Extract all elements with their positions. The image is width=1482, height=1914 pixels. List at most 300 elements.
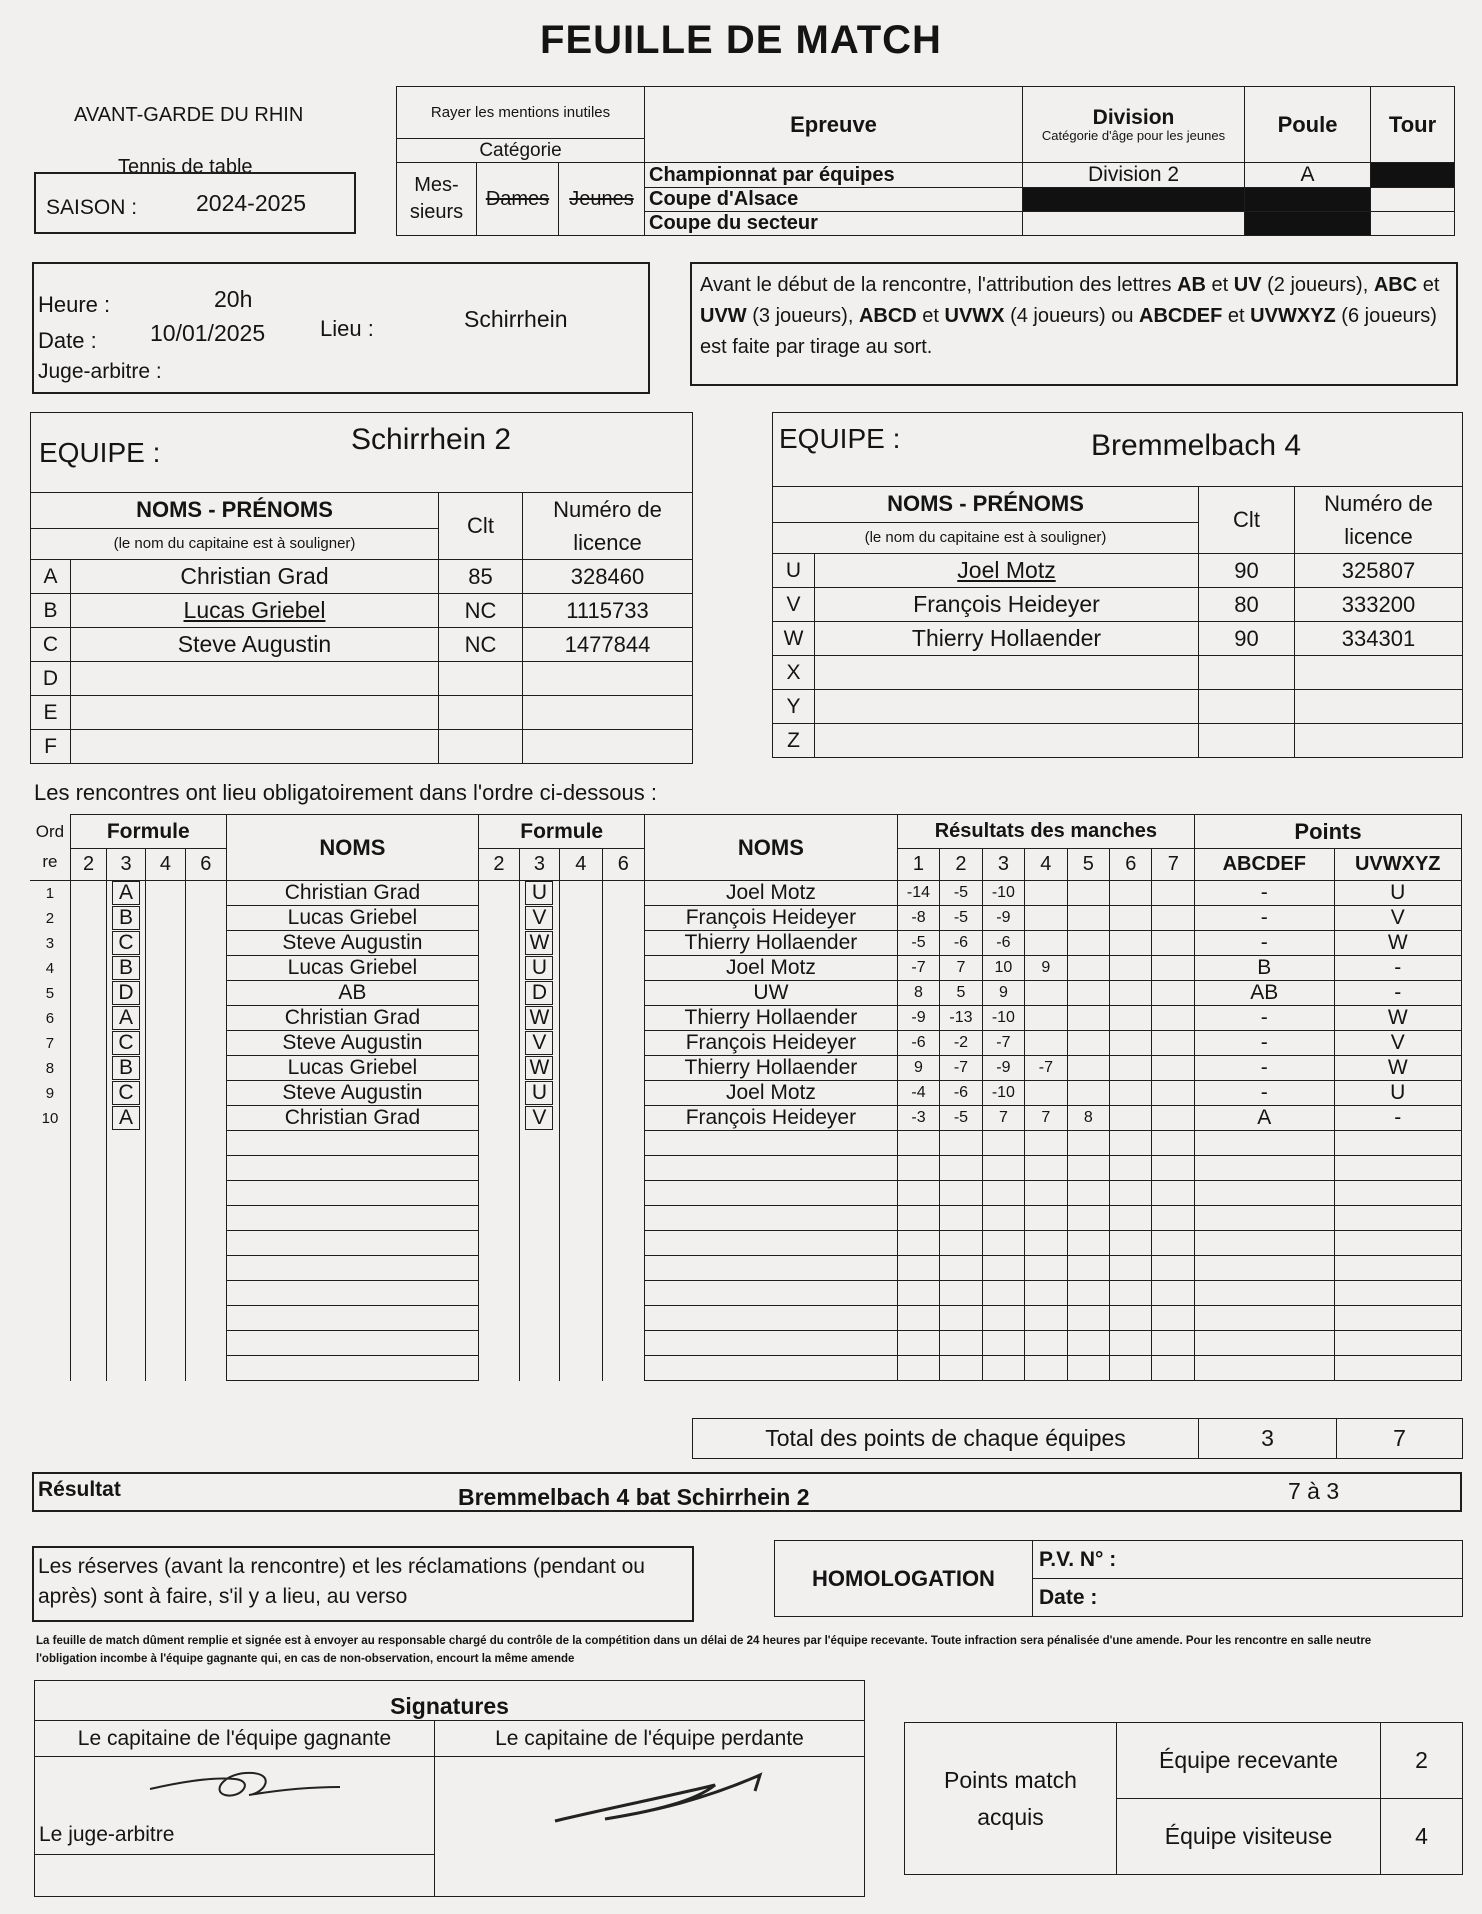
set-score [1067, 1281, 1109, 1306]
referee-label: Le juge-arbitre [39, 1823, 175, 1846]
formule-cell [107, 981, 145, 1006]
set-score: -9 [982, 906, 1024, 931]
formule-cell [107, 1331, 145, 1356]
home-player-name [226, 1356, 479, 1381]
set-score [897, 1131, 939, 1156]
notice-letters: UVW [700, 305, 747, 327]
formule-cell [107, 1281, 145, 1306]
formule-cell [145, 1056, 185, 1081]
formule-cell [145, 956, 185, 981]
set-col-header: 6 [1110, 849, 1152, 881]
player-row [31, 730, 693, 764]
blacked-cell [1023, 188, 1245, 212]
home-letter: B [112, 906, 140, 930]
player-letter: X [773, 656, 815, 690]
set-score [1067, 1056, 1109, 1081]
formule-cell [560, 1281, 602, 1306]
formule-cell [519, 1106, 559, 1131]
set-score [982, 1256, 1024, 1281]
formule-cell [70, 956, 106, 981]
notice-letters: AB [1177, 274, 1206, 296]
away-point [1334, 1231, 1461, 1256]
away-points-header: UVWXYZ [1334, 849, 1461, 881]
formule-cell [602, 1131, 644, 1156]
player-name [71, 730, 439, 764]
formule-cell [560, 881, 602, 906]
player-letter: C [31, 628, 71, 662]
set-score [1067, 981, 1109, 1006]
formule-cell [479, 1181, 519, 1206]
lieu-value: Schirrhein [464, 306, 568, 332]
notice-text: (3 joueurs), [746, 305, 859, 327]
set-col-header: 4 [1025, 849, 1067, 881]
notice-letters: UVWX [944, 305, 1005, 327]
blacked-cell [1245, 188, 1371, 212]
away-player-name: Joel Motz [645, 956, 898, 981]
category-youth: Jeunes [559, 163, 645, 236]
match-row [30, 1356, 1462, 1381]
set-score: -4 [897, 1081, 939, 1106]
set-score [1110, 1206, 1152, 1231]
date-value: 10/01/2025 [150, 320, 266, 346]
category-women: Dames [477, 163, 559, 236]
player-letter: V [773, 588, 815, 622]
set-score: -13 [940, 1006, 982, 1031]
result-score: 7 à 3 [1288, 1478, 1340, 1504]
formule-cell [560, 1081, 602, 1106]
poule-value: A [1245, 163, 1371, 188]
formule-cell [186, 1156, 226, 1181]
player-clt [1199, 690, 1295, 724]
formule-cell [479, 1331, 519, 1356]
set-score [1067, 1131, 1109, 1156]
set-score [1067, 1181, 1109, 1206]
epreuve-header: Epreuve [645, 87, 1023, 163]
formule-cell [107, 1006, 145, 1031]
formule-cell [602, 1306, 644, 1331]
home-point: - [1195, 1056, 1334, 1081]
away-player-name: Joel Motz [645, 881, 898, 906]
away-letter: D [525, 981, 553, 1005]
home-letter: C [112, 1031, 140, 1055]
club-name: AVANT-GARDE DU RHIN [74, 104, 304, 126]
formule-cell [479, 1081, 519, 1106]
set-score [1152, 1331, 1195, 1356]
formule-cell [107, 1106, 145, 1131]
player-licence [1295, 690, 1463, 724]
category-header: Catégorie [397, 139, 645, 163]
formule-cell [560, 981, 602, 1006]
away-letter: U [525, 881, 553, 905]
formule-cell [519, 931, 559, 956]
away-letter: W [525, 1006, 553, 1030]
home-player-name [226, 1281, 479, 1306]
set-score [1110, 981, 1152, 1006]
formule-cell [145, 1006, 185, 1031]
match-order: 1 [30, 881, 70, 906]
formule-cell [602, 1281, 644, 1306]
formule-cell [107, 1056, 145, 1081]
set-score: -7 [982, 1031, 1024, 1056]
set-score [1025, 1131, 1067, 1156]
home-point: - [1195, 881, 1334, 906]
player-licence: 328460 [523, 560, 693, 594]
home-letter: C [112, 1081, 140, 1105]
set-score [1110, 1131, 1152, 1156]
player-name [815, 656, 1199, 690]
noms-header: NOMS [645, 815, 898, 881]
empty-cell [1371, 188, 1455, 212]
player-clt: 80 [1199, 588, 1295, 622]
category-hint: Rayer les mentions inutiles [397, 87, 645, 139]
homologation-date-field: Date : [1033, 1579, 1463, 1617]
away-letter: W [525, 1056, 553, 1080]
away-player-name: Thierry Hollaender [645, 1006, 898, 1031]
set-score [940, 1181, 982, 1206]
match-order [30, 1306, 70, 1331]
formule-cell [519, 1231, 559, 1256]
formule-cell [602, 1206, 644, 1231]
formule-cell [186, 981, 226, 1006]
notice-letters: ABCDEF [1139, 305, 1223, 327]
away-player-name: Thierry Hollaender [645, 931, 898, 956]
formule-header: Formule [70, 815, 226, 849]
player-clt: 90 [1199, 554, 1295, 588]
match-order: 3 [30, 931, 70, 956]
formule-cell [602, 1056, 644, 1081]
player-row [773, 690, 1463, 724]
set-score [982, 1156, 1024, 1181]
set-score [982, 1356, 1024, 1381]
home-player-name [226, 1156, 479, 1181]
formule-cell [519, 1056, 559, 1081]
player-letter: B [31, 594, 71, 628]
formule-cell [560, 1356, 602, 1381]
home-player-name [226, 1206, 479, 1231]
home-point [1195, 1306, 1334, 1331]
formule-cell [519, 1006, 559, 1031]
date-label: Date : [38, 328, 97, 353]
set-score [940, 1306, 982, 1331]
match-order [30, 1281, 70, 1306]
home-point [1195, 1156, 1334, 1181]
set-score [1152, 1006, 1195, 1031]
match-order: 5 [30, 981, 70, 1006]
formule-cell [70, 1206, 106, 1231]
formule-cell [70, 1131, 106, 1156]
formule-cell [519, 1331, 559, 1356]
formule-cell [560, 1256, 602, 1281]
set-score [1067, 956, 1109, 981]
away-team-name: Bremmelbach 4 [1091, 429, 1302, 462]
set-score: -6 [897, 1031, 939, 1056]
home-point [1195, 1206, 1334, 1231]
set-score [1067, 1081, 1109, 1106]
player-licence: 325807 [1295, 554, 1463, 588]
formule-cell [107, 1256, 145, 1281]
set-score [897, 1206, 939, 1231]
set-col-header: 3 [982, 849, 1024, 881]
match-row [30, 881, 1462, 906]
set-score [1110, 1256, 1152, 1281]
formule-cell [70, 1006, 106, 1031]
signatures-title: Signatures [35, 1681, 865, 1721]
set-score [940, 1331, 982, 1356]
division-subheader: Catégorie d'âge pour les jeunes [1041, 127, 1226, 143]
home-player-name: AB [226, 981, 479, 1006]
set-score [1152, 1206, 1195, 1231]
matches-table [30, 814, 1462, 1381]
player-clt: NC [439, 594, 523, 628]
match-row [30, 1206, 1462, 1231]
set-score [1152, 881, 1195, 906]
formule-col-header: 2 [479, 849, 519, 881]
away-player-name: UW [645, 981, 898, 1006]
set-score [982, 1206, 1024, 1231]
player-name: Joel Motz [815, 554, 1199, 588]
set-score: -9 [897, 1006, 939, 1031]
away-point [1334, 1156, 1461, 1181]
home-letter: A [112, 1106, 140, 1130]
formule-cell [186, 931, 226, 956]
home-letter: B [112, 1056, 140, 1080]
away-point [1334, 1306, 1461, 1331]
set-score [1110, 956, 1152, 981]
notice-letters: UVWXYZ [1250, 305, 1336, 327]
set-score [982, 1331, 1024, 1356]
away-letter: V [525, 906, 553, 930]
set-score [982, 1131, 1024, 1156]
set-score [1025, 1206, 1067, 1231]
player-letter: Z [773, 724, 815, 758]
set-score [1152, 1256, 1195, 1281]
results-header: Résultats des manches [897, 815, 1194, 849]
player-row [31, 696, 693, 730]
formule-cell [560, 956, 602, 981]
formule-cell [186, 1306, 226, 1331]
player-licence [523, 730, 693, 764]
totals-home: 3 [1199, 1419, 1337, 1459]
match-row [30, 1231, 1462, 1256]
player-name: Steve Augustin [71, 628, 439, 662]
away-point: U [1334, 1081, 1461, 1106]
formule-cell [145, 1031, 185, 1056]
set-score [1067, 1156, 1109, 1181]
set-score [1110, 881, 1152, 906]
match-row [30, 1106, 1462, 1131]
formule-cell [560, 1131, 602, 1156]
set-score: -6 [940, 931, 982, 956]
formule-cell [560, 1231, 602, 1256]
signatures-table [34, 1680, 865, 1897]
away-point [1334, 1131, 1461, 1156]
col-clt-header: Clt [439, 493, 523, 560]
set-score [897, 1256, 939, 1281]
notice-text: (6 joueurs) est faite par tirage au sort. [700, 305, 1437, 358]
set-score: 7 [940, 956, 982, 981]
away-point: - [1334, 956, 1461, 981]
away-player-name [645, 1256, 898, 1281]
set-score [1152, 981, 1195, 1006]
set-score [897, 1281, 939, 1306]
set-score: -6 [982, 931, 1024, 956]
away-player-name: François Heideyer [645, 1106, 898, 1131]
set-score [1025, 1006, 1067, 1031]
player-row [773, 588, 1463, 622]
away-point: U [1334, 881, 1461, 906]
notice-text: et [916, 305, 945, 327]
player-letter: D [31, 662, 71, 696]
notice-text: et [1417, 274, 1440, 296]
set-score: -3 [897, 1106, 939, 1131]
set-score [1152, 1306, 1195, 1331]
player-name [71, 662, 439, 696]
player-row [31, 560, 693, 594]
set-score [1110, 1231, 1152, 1256]
formule-cell [560, 1106, 602, 1131]
set-score [897, 1156, 939, 1181]
away-point [1334, 1356, 1461, 1381]
home-letter: D [112, 981, 140, 1005]
home-team-name: Schirrhein 2 [351, 423, 512, 456]
blacked-cell [1245, 212, 1371, 236]
formule-cell [602, 1331, 644, 1356]
formule-cell [70, 1306, 106, 1331]
away-point [1334, 1181, 1461, 1206]
player-name [815, 690, 1199, 724]
ord-header: Ord [35, 821, 65, 841]
set-score [1152, 1081, 1195, 1106]
home-point: - [1195, 1031, 1334, 1056]
match-row [30, 906, 1462, 931]
formule-cell [560, 1181, 602, 1206]
formule-cell [107, 1231, 145, 1256]
set-score [982, 1231, 1024, 1256]
formule-cell [145, 1256, 185, 1281]
formule-cell [519, 1256, 559, 1281]
away-player-name [645, 1206, 898, 1231]
away-player-name: François Heideyer [645, 906, 898, 931]
match-row [30, 1081, 1462, 1106]
set-score [1110, 1181, 1152, 1206]
match-row [30, 1156, 1462, 1181]
homologation-table [774, 1540, 1463, 1617]
match-order: 7 [30, 1031, 70, 1056]
loser-captain-label: Le capitaine de l'équipe perdante [435, 1721, 865, 1757]
home-point [1195, 1131, 1334, 1156]
set-score [897, 1306, 939, 1331]
player-row [773, 724, 1463, 758]
empty-cell [1023, 212, 1245, 236]
set-score: 7 [1025, 1106, 1067, 1131]
player-row [773, 656, 1463, 690]
home-player-name [226, 1131, 479, 1156]
set-score [1025, 1031, 1067, 1056]
ord-header: re [42, 852, 58, 872]
away-point [1334, 1206, 1461, 1231]
totals-label: Total des points de chaque équipes [693, 1419, 1199, 1459]
set-score [982, 1281, 1024, 1306]
formule-col-header: 6 [602, 849, 644, 881]
set-score [1067, 1031, 1109, 1056]
formule-cell [602, 931, 644, 956]
player-letter: Y [773, 690, 815, 724]
match-row [30, 1281, 1462, 1306]
winner-captain-label: Le capitaine de l'équipe gagnante [35, 1721, 435, 1757]
reserves-note: Les réserves (avant la rencontre) et les réclamations (pendant ou après) sont à faire, s'il y a lieu, au verso [32, 1546, 694, 1622]
set-score: 8 [897, 981, 939, 1006]
formule-cell [70, 931, 106, 956]
player-row [773, 554, 1463, 588]
captain-note: (le nom du capitaine est à souligner) [773, 522, 1199, 553]
away-letter: U [525, 1081, 553, 1105]
set-score: -7 [1025, 1056, 1067, 1081]
set-score [1152, 1056, 1195, 1081]
formule-cell [107, 1206, 145, 1231]
page-title: FEUILLE DE MATCH [540, 18, 942, 62]
home-player-name: Steve Augustin [226, 1081, 479, 1106]
match-order: 6 [30, 1006, 70, 1031]
player-name: Christian Grad [71, 560, 439, 594]
set-score [1110, 1081, 1152, 1106]
formule-cell [602, 1156, 644, 1181]
formule-cell [479, 1106, 519, 1131]
player-name [815, 724, 1199, 758]
away-point: V [1334, 1031, 1461, 1056]
formule-cell [602, 1031, 644, 1056]
player-licence: 334301 [1295, 622, 1463, 656]
away-letter: V [525, 1031, 553, 1055]
formule-cell [186, 1206, 226, 1231]
set-score: -8 [897, 906, 939, 931]
player-licence: 1115733 [523, 594, 693, 628]
blacked-cell [1371, 163, 1455, 188]
set-score [1152, 956, 1195, 981]
set-score [1025, 1231, 1067, 1256]
set-score [1025, 1356, 1067, 1381]
order-note: Les rencontres ont lieu obligatoirement dans l'ordre ci-dessous : [34, 780, 657, 805]
formule-col-header: 3 [519, 849, 559, 881]
match-order [30, 1181, 70, 1206]
empty-cell [1371, 212, 1455, 236]
formule-cell [70, 881, 106, 906]
away-player-name [645, 1356, 898, 1381]
player-clt [1199, 656, 1295, 690]
match-order [30, 1156, 70, 1181]
set-score [1110, 1356, 1152, 1381]
set-score [1025, 1156, 1067, 1181]
away-player-name [645, 1131, 898, 1156]
formule-cell [602, 1231, 644, 1256]
set-score [1152, 1106, 1195, 1131]
away-point: W [1334, 1006, 1461, 1031]
formule-cell [479, 1031, 519, 1056]
formule-cell [186, 1331, 226, 1356]
set-score [1067, 1356, 1109, 1381]
home-team-points-value: 2 [1381, 1723, 1463, 1799]
captain-note: (le nom du capitaine est à souligner) [31, 528, 439, 559]
formule-cell [145, 1356, 185, 1381]
formule-cell [186, 1281, 226, 1306]
set-score [1110, 1306, 1152, 1331]
formule-cell [70, 1031, 106, 1056]
formule-cell [519, 1281, 559, 1306]
pv-number-field: P.V. N° : [1033, 1541, 1463, 1579]
player-letter: F [31, 730, 71, 764]
formule-cell [70, 1256, 106, 1281]
home-team-points-label: Équipe recevante [1117, 1723, 1381, 1799]
set-score [940, 1231, 982, 1256]
